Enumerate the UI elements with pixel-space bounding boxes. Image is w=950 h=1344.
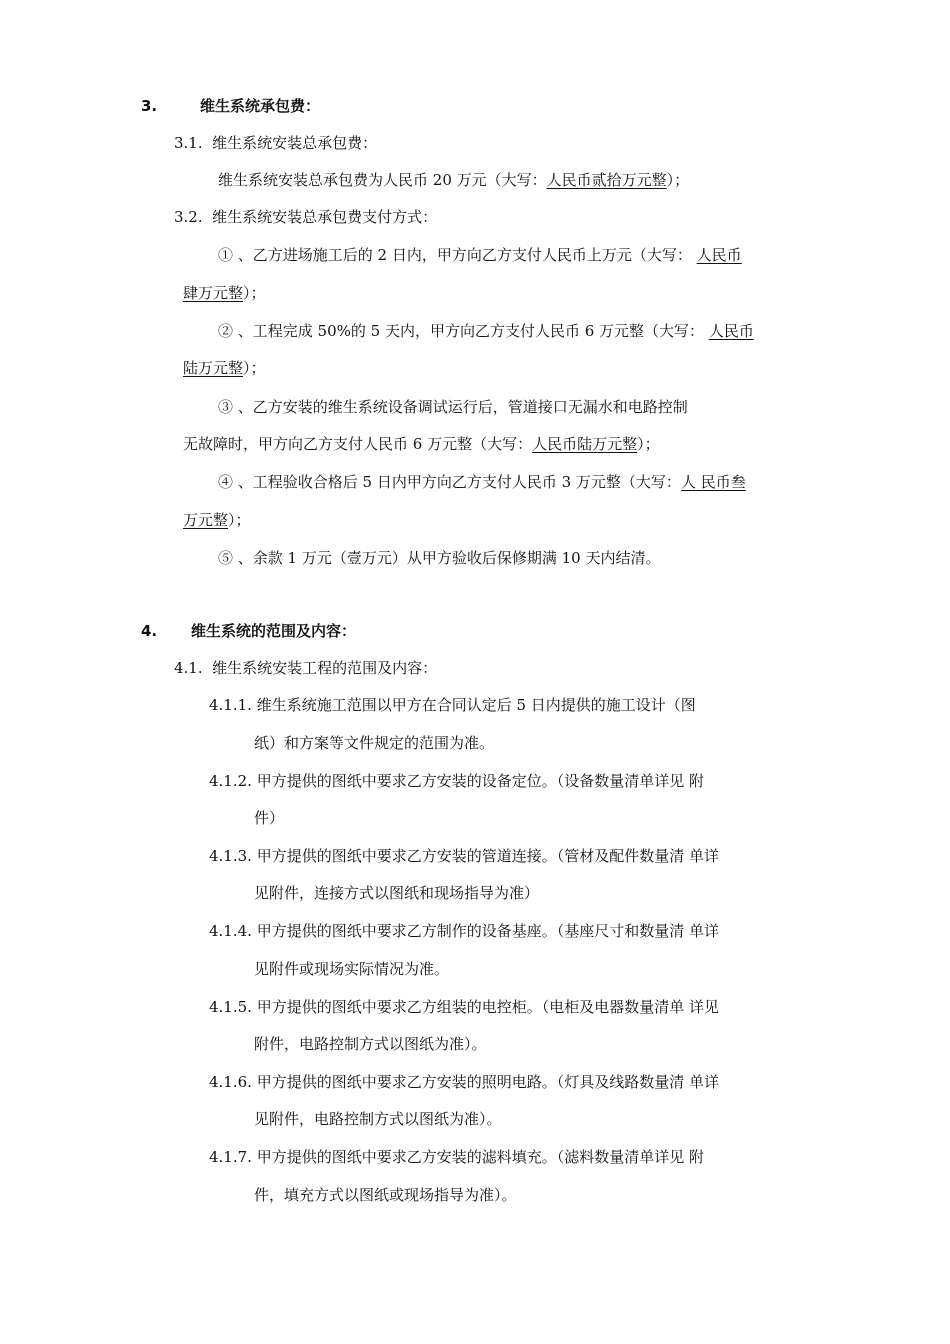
subsection-4-1-label: 4.1. — [174, 659, 203, 677]
subsection-3-1-body: 维生系统安装总承包费为人民币 20 万元（大写：人民币贰拾万元整）； — [218, 171, 690, 189]
payment-item-5-line1: ⑤ 、余款 1 万元（壹万元）从甲方验收后保修期满 10 天内结清。 — [218, 549, 661, 567]
scope-item-4-1-3: 4.1.3. 甲方提供的图纸中要求乙方安装的管道连接。（管材及配件数量清 单详 — [209, 847, 719, 865]
scope-item-4-1-5: 4.1.5. 甲方提供的图纸中要求乙方组装的电控柜。（电柜及电器数量清单 详见 — [209, 998, 719, 1016]
subsection-3-1-text: 维生系统安装总承包费： — [212, 134, 378, 152]
section-3-number: 3. — [141, 97, 158, 115]
scope-item-4-1-1: 4.1.1. 维生系统施工范围以甲方在合同认定后 5 日内提供的施工设计（图 — [209, 696, 696, 714]
payment-item-4-line1: ④ 、工程验收合格后 5 日内甲方向乙方支付人民币 3 万元整（大写：人 民币叁 — [218, 473, 746, 491]
scope-item-4-1-5-line2: 附件，电路控制方式以图纸为准）。 — [254, 1035, 487, 1053]
scope-item-label: 4.1.5. — [209, 998, 252, 1016]
subsection-3-1-heading — [174, 133, 377, 153]
scope-item-4-1-3-line2: 见附件，连接方式以图纸和现场指导为准） — [254, 884, 540, 902]
payment-item-4-line2: 万元整）； — [183, 511, 251, 529]
section-4-number: 4. — [141, 622, 158, 640]
payment-item-2-line2: 陆万元整）； — [183, 359, 266, 377]
scope-item-4-1-7: 4.1.7. 甲方提供的图纸中要求乙方安装的滤料填充。（滤料数量清单详见 附 — [209, 1148, 704, 1166]
section-4-title: 维生系统的范围及内容： — [191, 622, 357, 640]
subsection-3-2-heading — [174, 207, 437, 227]
scope-item-4-1-6-line2: 见附件，电路控制方式以图纸为准）。 — [254, 1110, 502, 1128]
payment-item-1-line2: 肆万元整）； — [183, 284, 266, 302]
scope-item-4-1-6: 4.1.6. 甲方提供的图纸中要求乙方安装的照明电路。（灯具及线路数量清 单详 — [209, 1073, 719, 1091]
payment-item-1-line1: ① 、乙方进场施工后的 2 日内，甲方向乙方支付人民币上万元（大写： 人民币 — [218, 246, 742, 264]
subsection-3-1-label: 3.1. — [174, 134, 203, 152]
scope-item-4-1-2: 4.1.2. 甲方提供的图纸中要求乙方安装的设备定位。（设备数量清单详见 附 — [209, 772, 704, 790]
scope-item-4-1-1-line2: 纸）和方案等文件规定的范围为准。 — [254, 734, 495, 752]
scope-item-label: 4.1.1. — [209, 696, 252, 714]
scope-item-4-1-4-line2: 见附件或现场实际情况为准。 — [254, 960, 450, 978]
scope-item-label: 4.1.3. — [209, 847, 252, 865]
scope-item-label: 4.1.2. — [209, 772, 252, 790]
scope-item-4-1-2-line2: 件） — [254, 809, 285, 827]
payment-item-3-line1: ③ 、乙方安装的维生系统设备调试运行后，管道接口无漏水和电路控制 — [218, 398, 688, 416]
payment-item-2-line1: ② 、工程完成 50%的 5 天内，甲方向乙方支付人民币 6 万元整（大写： 人民币 — [218, 322, 754, 340]
scope-item-label: 4.1.4. — [209, 922, 252, 940]
subsection-3-2-label: 3.2. — [174, 208, 203, 226]
amount-in-words: 人民币贰拾万元整 — [546, 171, 667, 189]
subsection-3-2-text: 维生系统安装总承包费支付方式： — [212, 208, 438, 226]
scope-item-4-1-4: 4.1.4. 甲方提供的图纸中要求乙方制作的设备基座。（基座尺寸和数量清 单详 — [209, 922, 719, 940]
subsection-4-1-heading — [174, 658, 437, 678]
scope-item-label: 4.1.7. — [209, 1148, 252, 1166]
scope-item-4-1-7-line2: 件，填充方式以图纸或现场指导为准）。 — [254, 1186, 517, 1204]
scope-item-label: 4.1.6. — [209, 1073, 252, 1091]
subsection-4-1-text: 维生系统安装工程的范围及内容： — [212, 659, 438, 677]
section-3-title: 维生系统承包费： — [200, 97, 321, 115]
payment-item-3-line2: 无故障时，甲方向乙方支付人民币 6 万元整（大写：人民币陆万元整）； — [183, 435, 660, 453]
